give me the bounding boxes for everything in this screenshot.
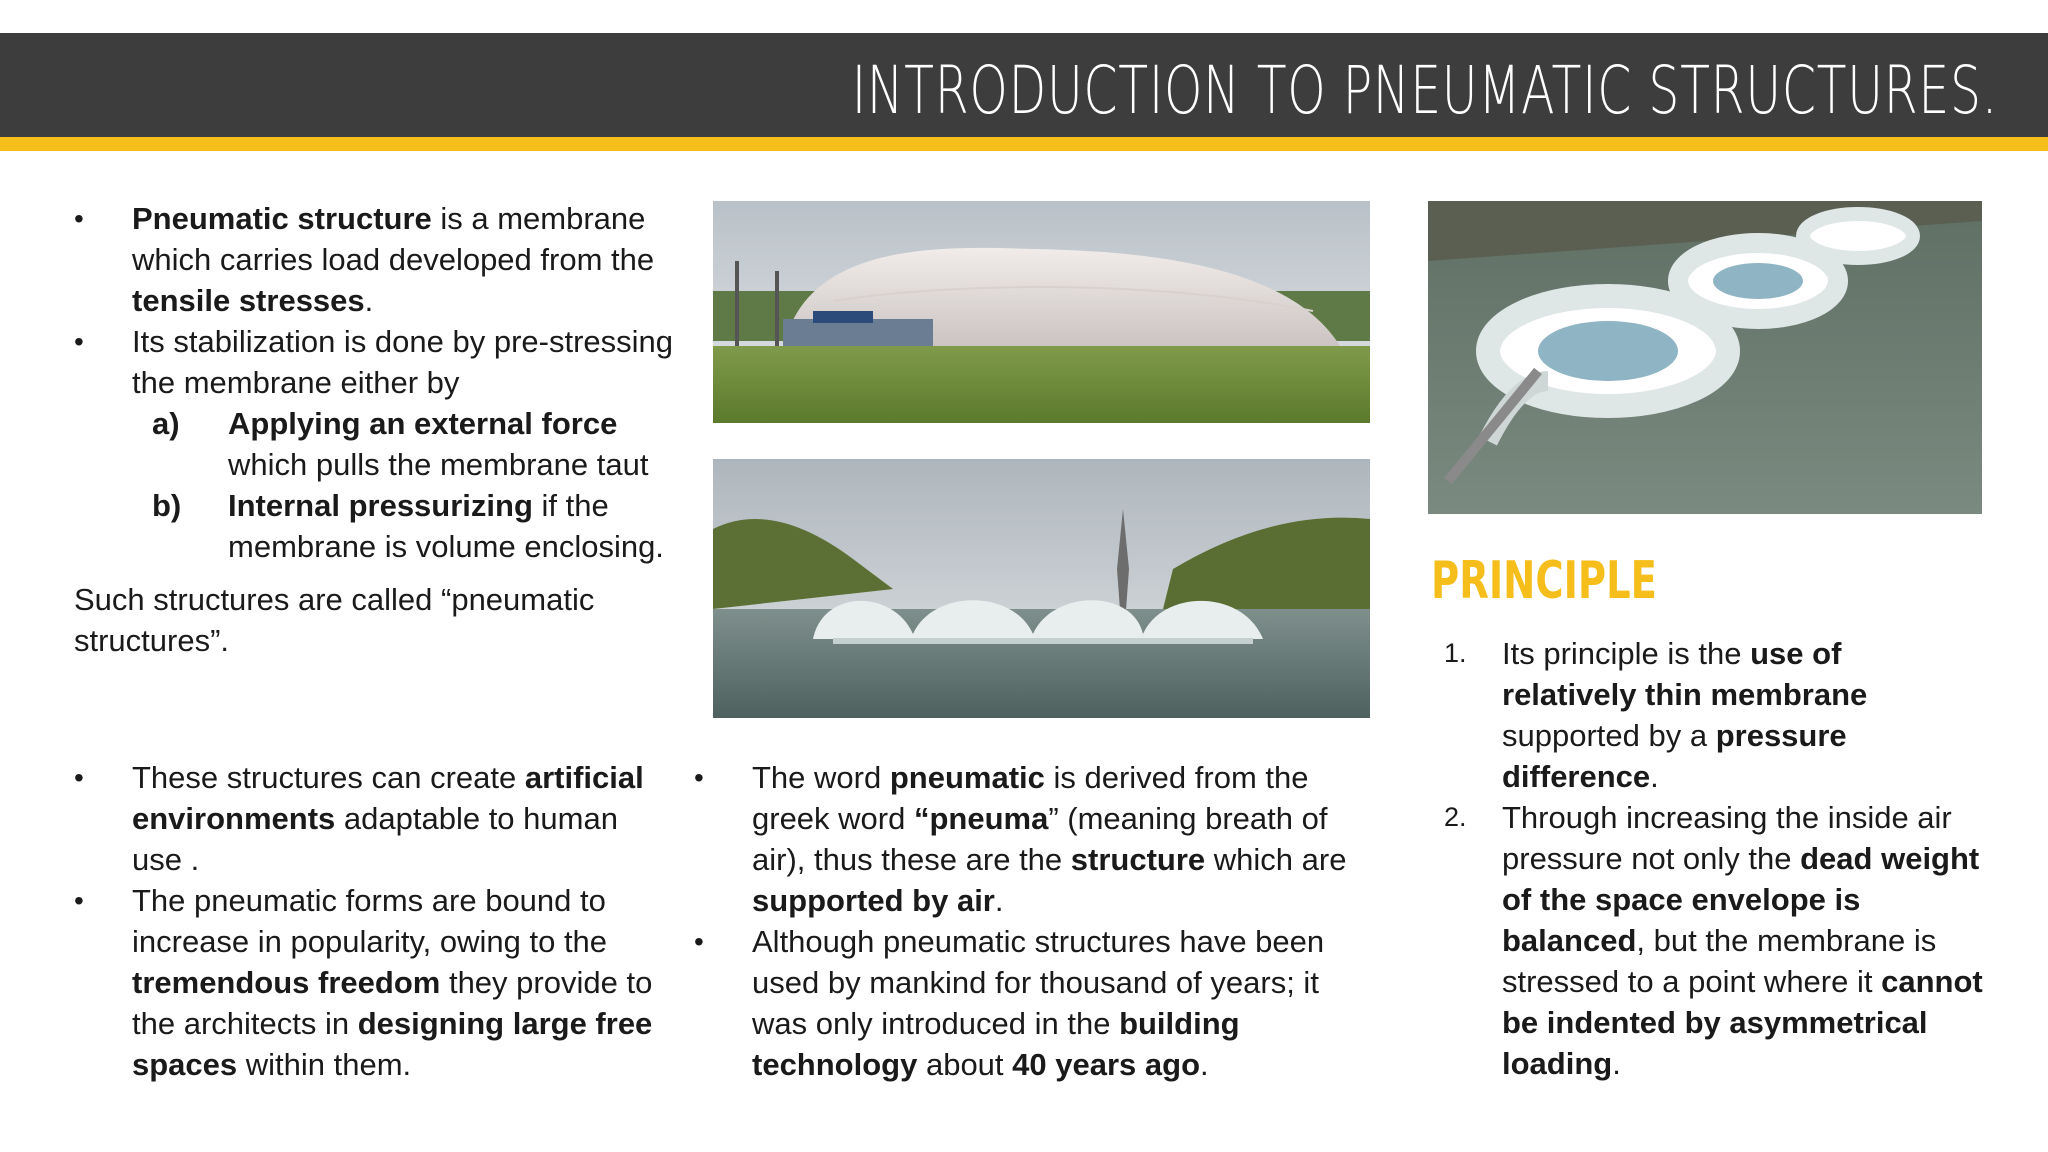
bullet-text: which are (1205, 842, 1347, 877)
item-text: . (1612, 1046, 1621, 1081)
item-number: 2. (1444, 802, 1467, 832)
bullet-popularity (74, 880, 674, 1085)
stabilization-sublist (132, 403, 674, 567)
principle-heading: PRINCIPLE (1431, 551, 1657, 611)
bullet-text: The word (752, 760, 890, 795)
bullet-text: These structures can create (132, 760, 525, 795)
bullet-text: Its stabilization is done by pre-stressing the membrane either by (132, 324, 674, 400)
bold-term: artificial environments (132, 760, 644, 836)
slide-title: INTRODUCTION TO PNEUMATIC STRUCTURES. (851, 52, 1998, 129)
bold-term: supported by air (752, 883, 995, 918)
principle-text (1444, 633, 1984, 1084)
bullet-history (694, 921, 1364, 1085)
bold-term: use of relatively thin membrane (1502, 636, 1868, 712)
title-bar (0, 33, 2048, 151)
left-top-text (74, 198, 674, 661)
bullet-text: adaptable to human use . (132, 801, 618, 877)
bullet-definition (74, 198, 674, 321)
sub-item-a (132, 403, 674, 485)
bold-term: dead weight of the space envelope is balanced (1502, 841, 1980, 958)
bold-term: pressure difference (1502, 718, 1847, 794)
bold-term: tensile stresses (132, 283, 365, 318)
bullet-text: . (994, 883, 1004, 918)
item-text: Through increasing the inside air pressure not only the (1502, 800, 1952, 876)
middle-text (694, 757, 1364, 1085)
bullet-text: within them. (237, 1047, 412, 1082)
bullet-text: . (364, 283, 374, 318)
bold-term: tremendous freedom (132, 965, 441, 1000)
bullet-text: The pneumatic forms are bound to increase in popularity, owing to the (132, 883, 608, 959)
bold-term: 40 years ago (1012, 1047, 1201, 1082)
bold-term: building technology (752, 1006, 1240, 1082)
bold-term: designing large free spaces (132, 1006, 653, 1082)
air-dome-photo (713, 201, 1370, 423)
bullet-text: about (917, 1047, 1013, 1082)
item-text: . (1650, 759, 1659, 794)
trampoline-bridge-photo (1428, 201, 1982, 514)
bullet-text: ” (meaning breath of air), thus these are the (752, 801, 1328, 877)
left-bottom-text (74, 757, 674, 1085)
item-text: supported by a (1502, 718, 1716, 753)
bold-term: structure (1070, 842, 1206, 877)
bullet-text: Although pneumatic structures have been used by mankind for thousand of years; it was only introduced in the (752, 924, 1325, 1041)
sub-marker: b) (152, 488, 182, 523)
bullet-environments (74, 757, 674, 880)
bold-term: Applying an external force (228, 406, 618, 441)
intro-bullet-list (74, 198, 674, 567)
bold-term: “pneuma (913, 801, 1049, 836)
paris-bridge-photo (713, 459, 1370, 718)
bullet-text: is a membrane which carries load developed from the (132, 201, 655, 277)
principle-item-2 (1444, 797, 1984, 1084)
sub-text: if the membrane is volume enclosing. (228, 488, 664, 564)
bold-term: Pneumatic structure (132, 201, 432, 236)
bullet-text: . (1200, 1047, 1209, 1082)
bold-term: pneumatic (889, 760, 1045, 795)
sub-item-b (132, 485, 674, 567)
principle-item-1 (1444, 633, 1984, 797)
bullet-text: is derived from the greek word (752, 760, 1309, 836)
etymology-bullet-list (694, 757, 1364, 1085)
bold-term: Internal pressurizing (228, 488, 533, 523)
item-number: 1. (1444, 638, 1467, 668)
sub-marker: a) (152, 406, 180, 441)
plain-paragraph: Such structures are called “pneumatic structures”. (74, 582, 595, 658)
benefits-bullet-list (74, 757, 674, 1085)
item-text: , but the membrane is stressed to a point where it (1502, 923, 1937, 999)
item-text: Its principle is the (1502, 636, 1751, 671)
bullet-stabilization (74, 321, 674, 567)
bullet-text: they provide to the architects in (132, 965, 653, 1041)
bullet-etymology (694, 757, 1364, 921)
bold-term: cannot be indented by asymmetrical loading (1502, 964, 1983, 1081)
principle-list (1444, 633, 1984, 1084)
sub-text: which pulls the membrane taut (228, 447, 649, 482)
